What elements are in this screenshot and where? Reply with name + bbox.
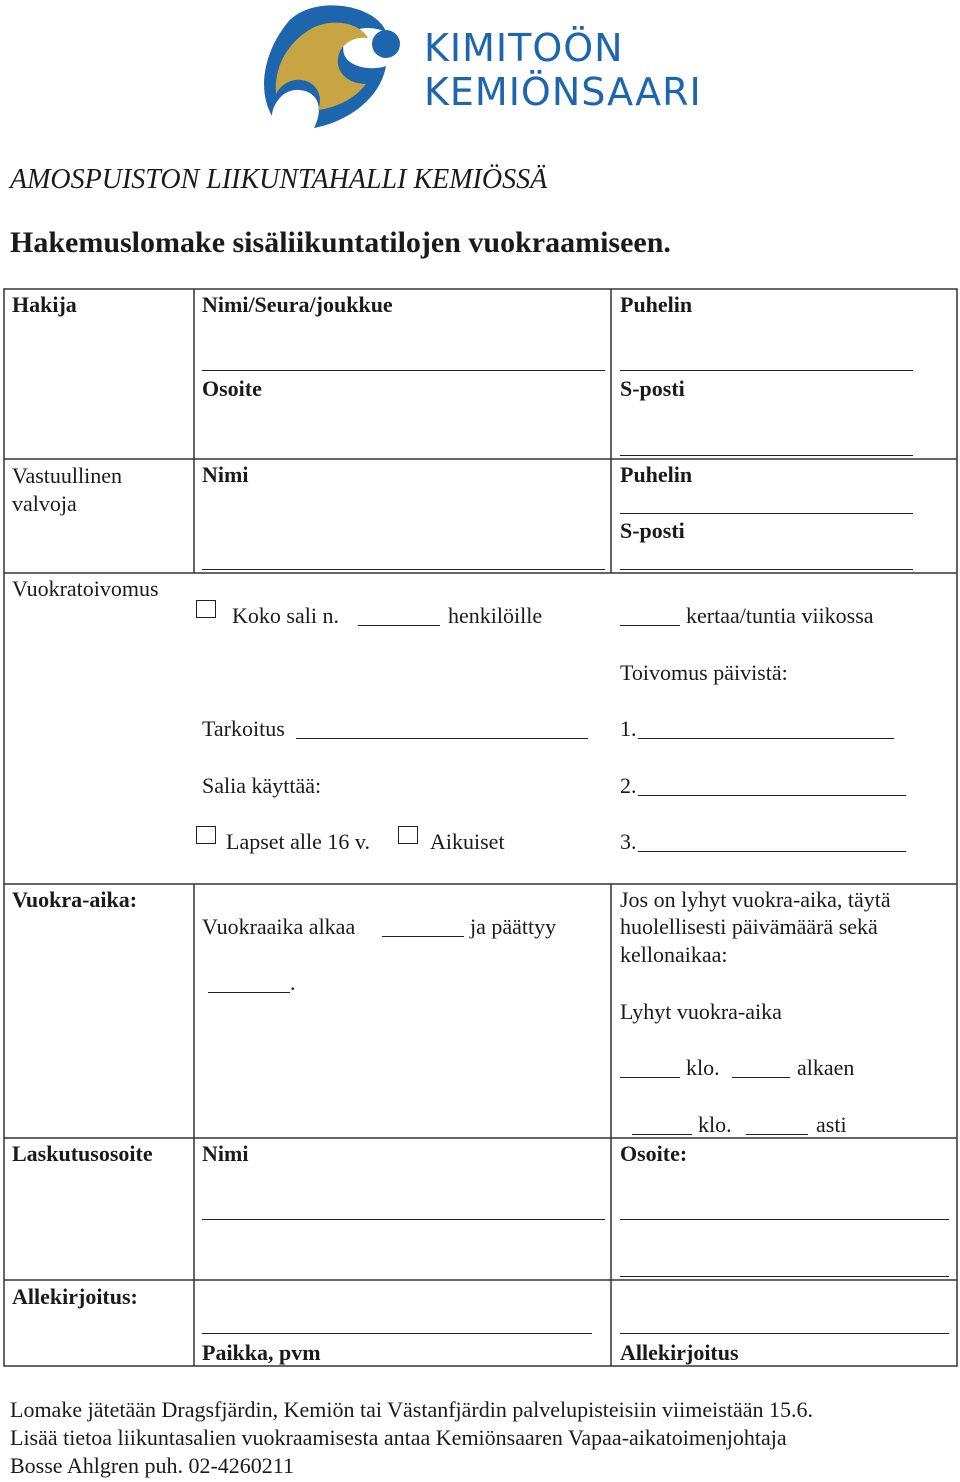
billing-label: Laskutusosoite	[12, 1141, 153, 1166]
rental-time-label: Vuokra-aika:	[12, 887, 138, 912]
supervisor-phone-label: Puhelin	[620, 462, 693, 487]
applicant-phone-field[interactable]	[620, 370, 913, 371]
used-by-label: Salia käyttää:	[202, 773, 322, 798]
billing-name-label: Nimi	[202, 1141, 249, 1166]
supervisor-name-field[interactable]	[202, 569, 605, 570]
footer-line-2: Lisää tietoa liikuntasalien vuokraamisesta antaa Kemiönsaaren Vapaa-aikatoimenjohtaja	[10, 1425, 787, 1450]
persons-count-field[interactable]	[358, 625, 440, 626]
short-end-date-field[interactable]	[632, 1134, 692, 1135]
children-label: Lapset alle 16 v.	[226, 829, 370, 854]
children-checkbox[interactable]	[196, 826, 216, 844]
day2-label: 2.	[620, 773, 637, 798]
rental-end-dot: .	[290, 970, 296, 995]
signature-label: Allekirjoitus	[620, 1340, 739, 1365]
footer-line-1: Lomake jätetään Dragsfjärdin, Kemiön tai Västanfjärdin palvelupisteisiin viimeistään 15.6.	[10, 1397, 813, 1422]
billing-address-field-2[interactable]	[620, 1276, 949, 1277]
billing-address-field-1[interactable]	[620, 1219, 949, 1220]
applicant-name-field[interactable]	[202, 370, 605, 371]
supervisor-email-field[interactable]	[620, 569, 913, 570]
rental-start-field[interactable]	[382, 936, 464, 937]
applicant-name-label: Nimi/Seura/joukkue	[202, 292, 393, 317]
day1-label: 1.	[620, 716, 637, 741]
signature-row-label: Allekirjoitus:	[12, 1284, 138, 1309]
day2-field[interactable]	[638, 795, 906, 796]
signature-field[interactable]	[620, 1333, 949, 1334]
venue-title: AMOSPUISTON LIIKUNTAHALLI KEMIÖSSÄ	[10, 164, 548, 195]
adults-checkbox[interactable]	[398, 826, 418, 844]
short-rental-note-3: kellonaikaa:	[620, 942, 728, 967]
rental-start-label: Vuokraaika alkaa	[202, 914, 356, 939]
purpose-label: Tarkoitus	[202, 716, 285, 741]
short-start-from: alkaen	[797, 1055, 855, 1080]
day-wish-label: Toivomus päivistä:	[620, 660, 788, 685]
times-per-week-field[interactable]	[620, 625, 680, 626]
footer-line-3: Bosse Ahlgren puh. 02-4260211	[10, 1453, 294, 1478]
billing-name-field[interactable]	[202, 1219, 605, 1220]
supervisor-label-text: Vastuullinen valvoja	[12, 463, 122, 516]
short-end-until: asti	[816, 1112, 847, 1137]
applicant-email-field[interactable]	[620, 455, 913, 456]
rental-wish-label: Vuokratoivomus	[12, 576, 159, 601]
supervisor-label	[12, 462, 182, 518]
form-title: Hakemuslomake sisäliikuntatilojen vuokraamiseen.	[10, 226, 671, 259]
whole-hall-label: Koko sali n.	[232, 603, 339, 628]
applicant-address-label: Osoite	[202, 376, 262, 401]
rental-end-field[interactable]	[208, 992, 290, 993]
logo-text-line1: KIMITOÖN	[424, 26, 624, 70]
day3-label: 3.	[620, 829, 637, 854]
times-per-week-label: kertaa/tuntia viikossa	[686, 603, 874, 628]
short-rental-note-1: Jos on lyhyt vuokra-aika, täytä	[620, 887, 891, 912]
short-start-time-field[interactable]	[732, 1077, 790, 1078]
supervisor-name-label: Nimi	[202, 462, 249, 487]
short-start-klo: klo.	[686, 1055, 720, 1080]
day1-field[interactable]	[638, 738, 894, 739]
short-start-date-field[interactable]	[620, 1077, 680, 1078]
rental-ends-label: ja päättyy	[470, 914, 557, 939]
applicant-label: Hakija	[12, 292, 77, 317]
applicant-phone-label: Puhelin	[620, 292, 693, 317]
short-rental-label: Lyhyt vuokra-aika	[620, 999, 782, 1024]
billing-address-label: Osoite:	[620, 1141, 688, 1166]
persons-label: henkilöille	[448, 603, 543, 628]
short-end-time-field[interactable]	[746, 1134, 808, 1135]
supervisor-phone-field[interactable]	[620, 513, 913, 514]
place-date-field[interactable]	[202, 1333, 592, 1334]
short-rental-note-2: huolellisesti päivämäärä sekä	[620, 914, 878, 939]
purpose-field[interactable]	[296, 738, 588, 739]
applicant-email-label: S-posti	[620, 376, 685, 401]
short-end-klo: klo.	[698, 1112, 732, 1137]
place-date-label: Paikka, pvm	[202, 1340, 321, 1365]
day3-field[interactable]	[638, 851, 906, 852]
adults-label: Aikuiset	[430, 829, 505, 854]
logo-text-line2: KEMIÖNSAARI	[424, 70, 702, 114]
supervisor-email-label: S-posti	[620, 518, 685, 543]
whole-hall-checkbox[interactable]	[196, 600, 216, 618]
